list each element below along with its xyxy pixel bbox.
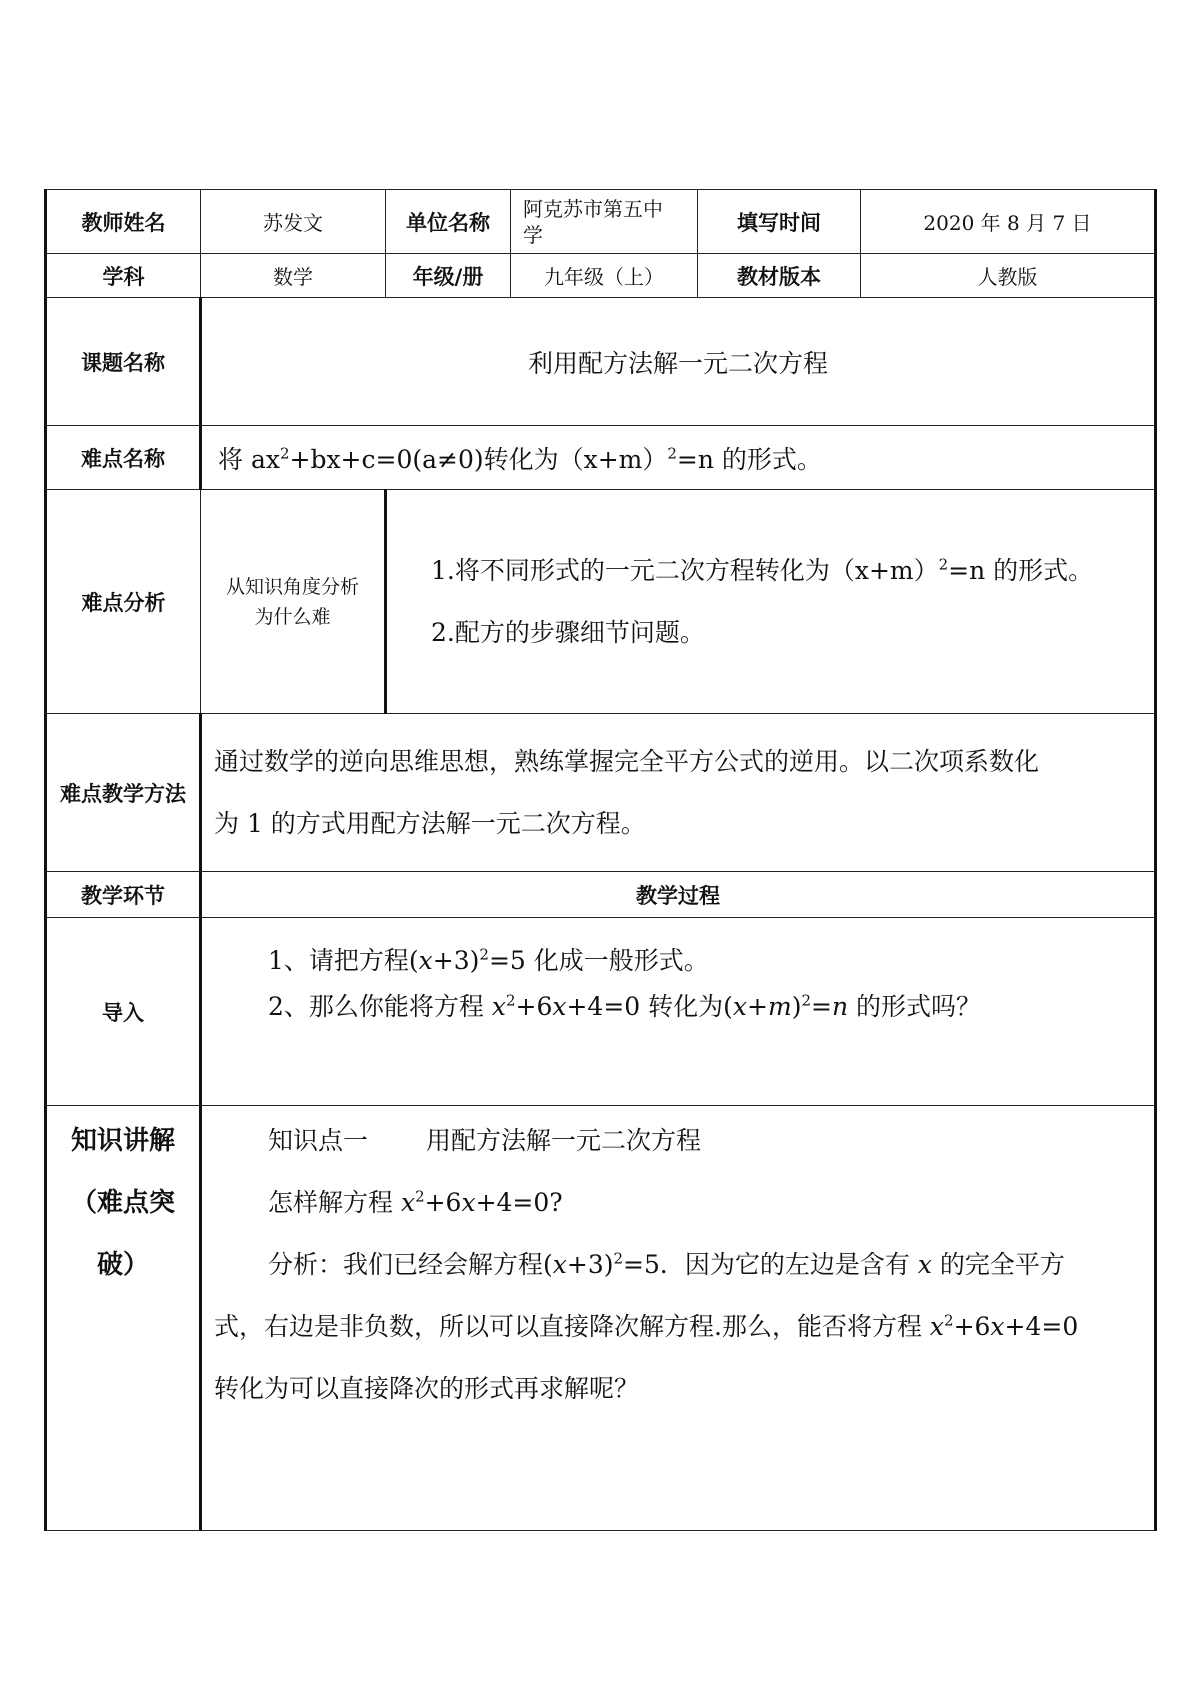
intro-label: 导入 bbox=[46, 918, 201, 1106]
knowledge-a2-text-1: 式，右边是非负数，所以可以直接降次解方程.那么，能否将方程 bbox=[214, 1312, 930, 1341]
knowledge-a1-var-x: x bbox=[552, 1250, 567, 1279]
analysis-item-1-sup: 2 bbox=[938, 555, 949, 574]
intro-q2-text-5: ) bbox=[791, 992, 802, 1021]
knowledge-content bbox=[201, 1106, 1156, 1531]
edition-value: 人教版 bbox=[861, 254, 1156, 298]
knowledge-a1-sup: 2 bbox=[613, 1249, 624, 1268]
unit-name-line-1: 阿克苏市第五中 bbox=[523, 196, 663, 221]
knowledge-point-title: 知识点一 bbox=[268, 1126, 369, 1155]
intro-q2-text-4: + bbox=[747, 992, 768, 1021]
knowledge-a1-text-4: 的完全平方 bbox=[931, 1250, 1065, 1279]
analysis-item-2: 2.配方的步骤细节问题。 bbox=[431, 617, 705, 647]
intro-q2-text-7: 的形式吗？ bbox=[848, 992, 982, 1021]
knowledge-q-sup: 2 bbox=[415, 1187, 425, 1206]
intro-q2-var-n: n bbox=[831, 992, 849, 1021]
knowledge-label-line-2: （难点突 bbox=[70, 1188, 175, 1218]
topic-value: 利用配方法解一元二次方程 bbox=[201, 298, 1156, 426]
grade-label: 年级/册 bbox=[386, 254, 511, 298]
intro-q2-var-x-3: x bbox=[732, 992, 748, 1021]
knowledge-q-text-3: +4=0? bbox=[475, 1188, 563, 1217]
fill-date-label: 填写时间 bbox=[698, 190, 861, 254]
unit-name-label: 单位名称 bbox=[386, 190, 511, 254]
intro-q1-sup: 2 bbox=[479, 945, 489, 964]
knowledge-q-var-x-2: x bbox=[461, 1188, 476, 1217]
method-line-1: 通过数学的逆向思维思想，熟练掌握完全平方公式的逆用。以二次项系数化 bbox=[214, 746, 1040, 776]
difficulty-sup-2: 2 bbox=[667, 444, 677, 463]
knowledge-label-line-3: 破） bbox=[96, 1250, 149, 1280]
knowledge-point-heading bbox=[214, 1110, 1144, 1172]
intro-q2-var-x-2: x bbox=[552, 992, 567, 1021]
knowledge-q-var-x: x bbox=[400, 1188, 416, 1217]
intro-q2-var-x: x bbox=[491, 992, 506, 1021]
method-content bbox=[201, 714, 1156, 872]
difficulty-value bbox=[201, 426, 1156, 490]
grade-value: 九年级（上） bbox=[511, 254, 698, 298]
intro-question-1 bbox=[268, 938, 1154, 984]
intro-q2-text-1: 2、那么你能将方程 bbox=[268, 992, 492, 1021]
intro-content bbox=[201, 918, 1156, 1106]
difficulty-text-1: 将 ax bbox=[218, 444, 280, 474]
intro-q1-var-x: x bbox=[418, 946, 433, 975]
knowledge-a2-var-x-2: x bbox=[990, 1312, 1005, 1341]
method-line-2: 为 1 的方式用配方法解一元二次方程。 bbox=[214, 808, 646, 838]
difficulty-sup-1: 2 bbox=[279, 444, 290, 463]
knowledge-q-text-1: 怎样解方程 bbox=[268, 1188, 401, 1217]
topic-label: 课题名称 bbox=[46, 298, 201, 426]
analysis-item-1-text: 1.将不同形式的一元二次方程转化为（x+m） bbox=[431, 555, 939, 585]
knowledge-q-text-2: +6 bbox=[424, 1188, 462, 1217]
analysis-sublabel bbox=[201, 490, 386, 714]
subject-value: 数学 bbox=[201, 254, 386, 298]
intro-q1-text-1: 1、请把方程( bbox=[268, 946, 419, 975]
knowledge-a2-sup: 2 bbox=[944, 1311, 954, 1330]
lesson-plan-table bbox=[44, 189, 1154, 1531]
knowledge-a2-text-2: +6 bbox=[953, 1312, 991, 1341]
knowledge-a1-text-1: 分析：我们已经会解方程( bbox=[268, 1250, 553, 1279]
process-section-label: 教学环节 bbox=[46, 872, 201, 918]
analysis-item-1 bbox=[431, 540, 1154, 602]
teacher-name-label: 教师姓名 bbox=[46, 190, 201, 254]
process-header-title: 教学过程 bbox=[201, 872, 1156, 918]
knowledge-a1-text-2: +3) bbox=[566, 1250, 614, 1279]
unit-name-value bbox=[511, 190, 698, 254]
knowledge-a1-text-3: =5．因为它的左边是含有 bbox=[623, 1250, 918, 1279]
analysis-sublabel-line-1: 从知识角度分析 bbox=[225, 575, 359, 598]
intro-q1-text-3: =5 化成一般形式。 bbox=[488, 946, 709, 975]
knowledge-analysis-line-1 bbox=[214, 1234, 1144, 1296]
knowledge-a1-var-x-2: x bbox=[917, 1250, 932, 1279]
analysis-content bbox=[386, 490, 1156, 714]
intro-q2-sup-1: 2 bbox=[505, 991, 516, 1010]
knowledge-a2-var-x: x bbox=[929, 1312, 945, 1341]
analysis-sublabel-line-2: 为什么难 bbox=[254, 605, 331, 628]
knowledge-a2-text-3: +4=0 bbox=[1004, 1312, 1079, 1341]
analysis-label: 难点分析 bbox=[46, 490, 201, 714]
teacher-name-value: 苏发文 bbox=[201, 190, 386, 254]
intro-q2-text-2: +6 bbox=[515, 992, 553, 1021]
fill-date-value: 2020 年 8 月 7 日 bbox=[861, 190, 1156, 254]
edition-label: 教材版本 bbox=[698, 254, 861, 298]
intro-question-2 bbox=[268, 984, 1154, 1030]
knowledge-label bbox=[46, 1106, 201, 1531]
knowledge-label-line-1: 知识讲解 bbox=[70, 1126, 175, 1156]
method-label: 难点教学方法 bbox=[46, 714, 201, 872]
intro-q1-text-2: +3) bbox=[432, 946, 480, 975]
knowledge-analysis-line-2 bbox=[214, 1296, 1144, 1358]
knowledge-point-name: 用配方法解一元二次方程 bbox=[426, 1126, 702, 1155]
intro-q2-sup-2: 2 bbox=[801, 991, 811, 1010]
difficulty-label: 难点名称 bbox=[46, 426, 201, 490]
subject-label: 学科 bbox=[46, 254, 201, 298]
analysis-item-1-tail: =n 的形式。 bbox=[948, 555, 1094, 585]
difficulty-text-2: +bx+c=0(a≠0)转化为（x+m） bbox=[289, 444, 668, 474]
unit-name-line-2: 学 bbox=[523, 222, 543, 247]
intro-q2-text-6: = bbox=[811, 992, 832, 1021]
knowledge-question bbox=[214, 1172, 1144, 1234]
intro-q2-var-m: m bbox=[767, 992, 792, 1021]
knowledge-analysis-line-3: 转化为可以直接降次的形式再求解呢？ bbox=[214, 1374, 640, 1403]
difficulty-text-3: =n 的形式。 bbox=[676, 444, 822, 474]
intro-q2-text-3: +4=0 转化为( bbox=[566, 992, 733, 1021]
